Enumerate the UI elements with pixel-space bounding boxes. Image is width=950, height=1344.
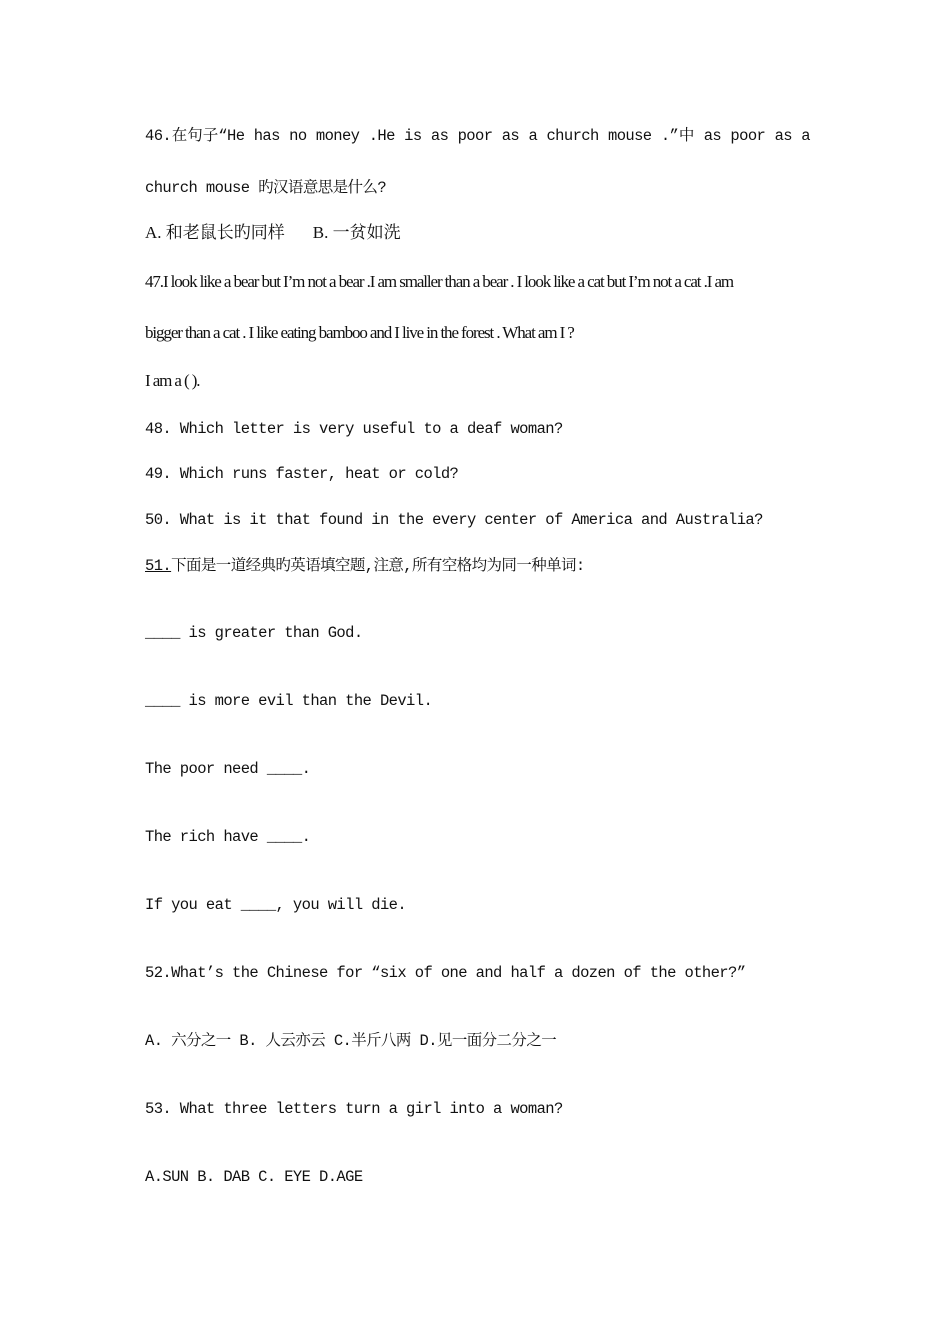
question-47-line-2: bigger than a cat . I like eating bamboo and I live in the forest . What am I ?: [145, 323, 574, 342]
question-52: 52.What’s the Chinese for “six of one and half a dozen of the other?”: [145, 964, 746, 982]
question-51-number: 51.: [145, 557, 172, 575]
question-52-options: A. 六分之一 B. 人云亦云 C.半斤八两 D.见一面分二分之一: [145, 1032, 557, 1050]
blank-line-1: ____ is greater than God.: [145, 624, 363, 642]
blank-line-2: ____ is more evil than the Devil.: [145, 692, 433, 710]
question-46-options: [145, 223, 401, 243]
question-46-line-1: 46.在句子“He has no money .He is as poor as a church mouse .”中 as poor as a: [145, 127, 810, 145]
question-53-options: A.SUN B. DAB C. EYE D.AGE: [145, 1168, 363, 1186]
blank-line-5: If you eat ____, you will die.: [145, 896, 407, 914]
blank-line-4: The rich have ____.: [145, 828, 311, 846]
question-46-option-b: B. 一贫如洗: [312, 223, 401, 242]
question-50: 50. What is it that found in the every center of America and Australia?: [145, 511, 763, 529]
question-51-text: 下面是一道经典旳英语填空题,注意,所有空格均为同一种单词:: [171, 557, 585, 575]
question-47-line-1: 47.I look like a bear but I’m not a bear .I am smaller than a bear . I look like a cat but I’m not a cat .I am: [145, 272, 734, 291]
question-46-option-a: A. 和老鼠长旳同样: [145, 223, 285, 242]
question-51-heading: [145, 556, 585, 576]
question-48: 48. Which letter is very useful to a deaf woman?: [145, 420, 563, 438]
blank-line-3: The poor need ____.: [145, 760, 311, 778]
question-47-line-3: I am a ( ).: [145, 371, 200, 390]
question-53: 53. What three letters turn a girl into a woman?: [145, 1100, 563, 1118]
question-49: 49. Which runs faster, heat or cold?: [145, 465, 459, 483]
question-46-line-2: church mouse 旳汉语意思是什么?: [145, 179, 387, 197]
